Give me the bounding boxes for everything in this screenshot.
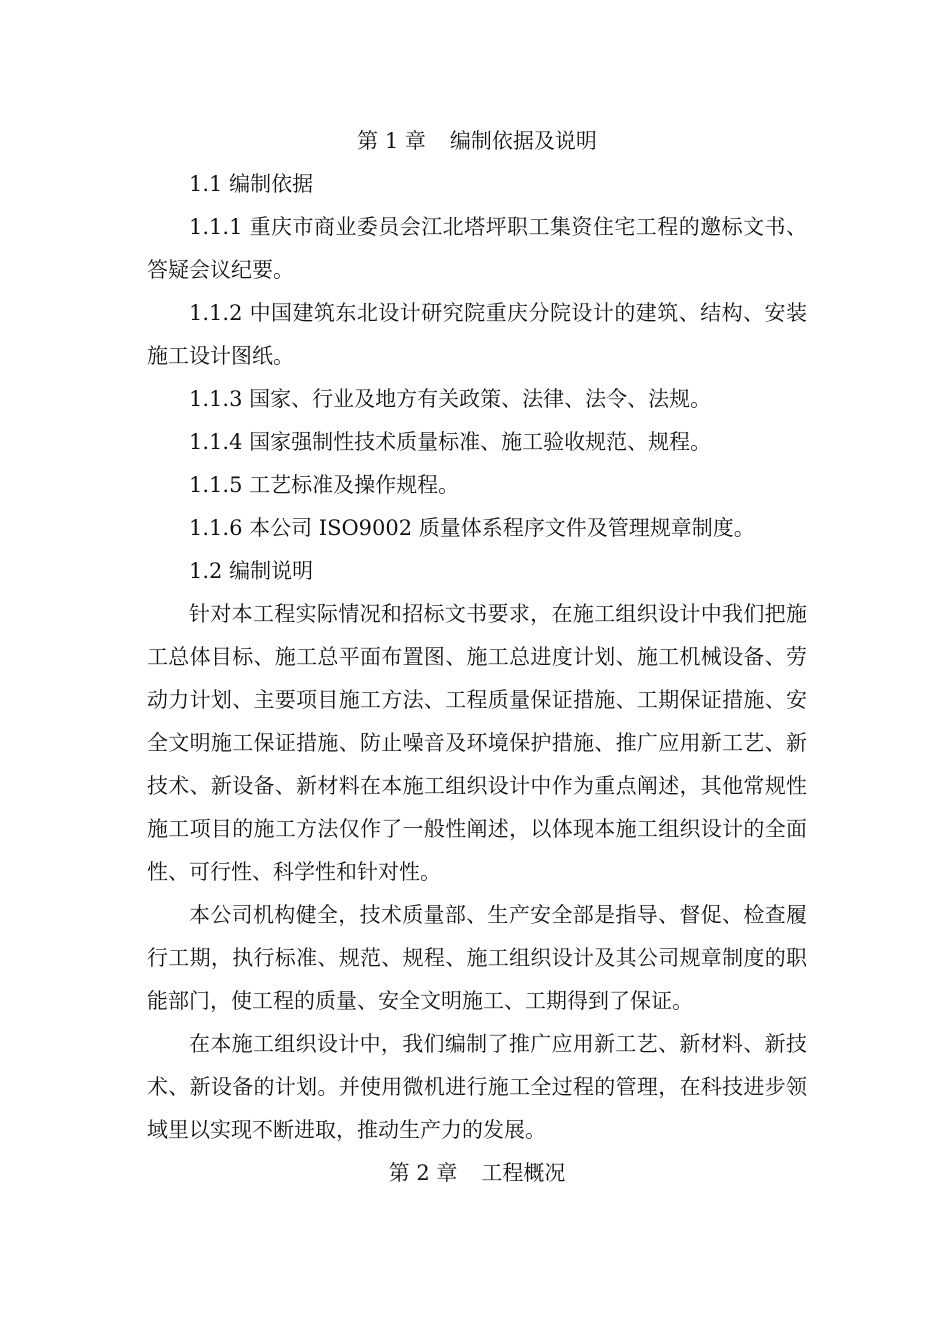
item-1-1-6: 1.1.6 本公司 ISO9002 质量体系程序文件及管理规章制度。: [189, 516, 755, 540]
section-1-2-heading: 1.2 编制说明: [189, 559, 314, 583]
chapter-2-heading: [147, 1152, 807, 1195]
chapter-2-number: 第 2 章: [388, 1161, 458, 1185]
section-1-1-heading: 1.1 编制依据: [189, 172, 314, 196]
chapter-1-title: 编制依据及说明: [449, 129, 597, 153]
item-1-1-4: 1.1.4 国家强制性技术质量标准、施工验收规范、规程。: [189, 430, 712, 454]
item-1-1-5: 1.1.5 工艺标准及操作规程。: [189, 473, 460, 497]
chapter-1-number: 第 1 章: [357, 129, 426, 153]
chapter-2-title: 工程概况: [481, 1161, 566, 1185]
item-1-1-3: 1.1.3 国家、行业及地方有关政策、法律、法令、法规。: [189, 387, 712, 411]
body-paragraph-3: 在本施工组织设计中，我们编制了推广应用新工艺、新材料、新技术、新设备的计划。并使用微机进行施工全过程的管理，在科技进步领域里以实现不断进取，推动生产力的发展。: [147, 1032, 807, 1142]
document-page: [147, 120, 807, 1195]
chapter-1-heading: [147, 120, 807, 163]
body-paragraph-1: 针对本工程实际情况和招标文书要求，在施工组织设计中我们把施工总体目标、施工总平面布置图、施工总进度计划、施工机械设备、劳动力计划、主要项目施工方法、工程质量保证措施、工期保证措施、安全文明施工保证措施、防止噪音及环境保护措施、推广应用新工艺、新技术、新设备、新材料在本施工组织设计中作为重点阐述，其他常规性施工项目的施工方法仅作了一般性阐述，以体现本施工组织设计的全面性、可行性、科学性和针对性。: [147, 602, 807, 884]
body-paragraph-2: 本公司机构健全，技术质量部、生产安全部是指导、督促、检查履行工期，执行标准、规范、规程、施工组织设计及其公司规章制度的职能部门，使工程的质量、安全文明施工、工期得到了保证。: [147, 903, 807, 1013]
item-1-1-2: 1.1.2 中国建筑东北设计研究院重庆分院设计的建筑、结构、安装施工设计图纸。: [147, 301, 807, 368]
item-1-1-1: 1.1.1 重庆市商业委员会江北塔坪职工集资住宅工程的邀标文书、答疑会议纪要。: [147, 215, 807, 282]
